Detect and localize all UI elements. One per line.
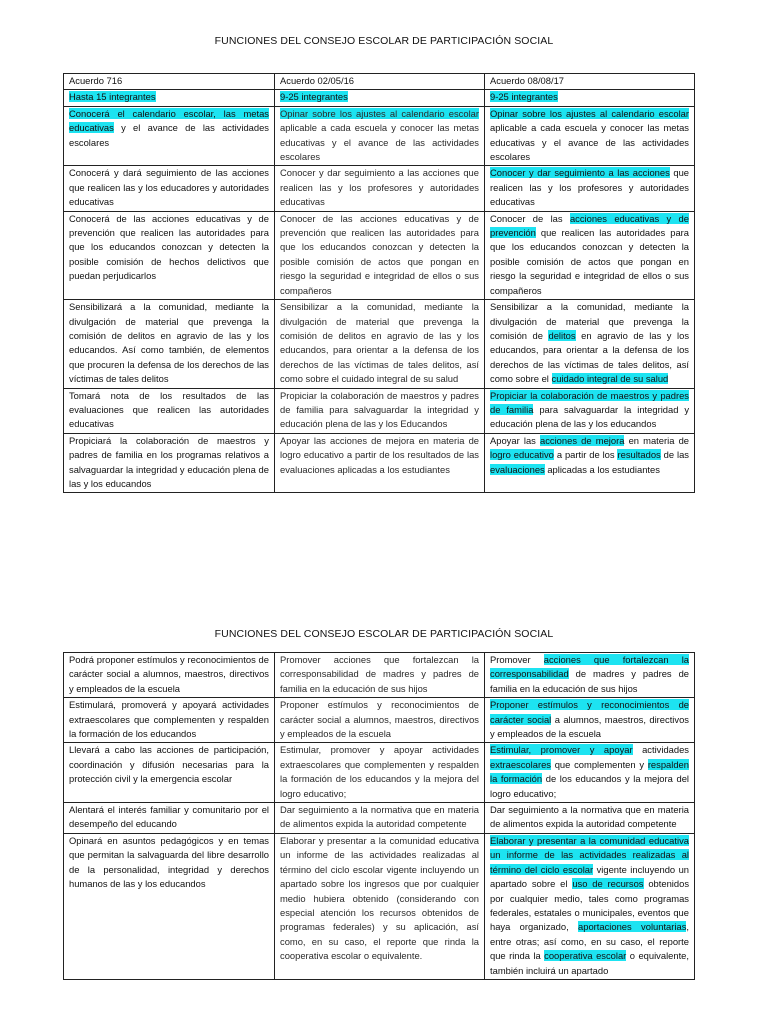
table-cell [275, 166, 485, 211]
cell-text: actividades [632, 744, 689, 756]
table-row [64, 698, 695, 743]
cell-text: , entre otras; así como, en su caso, el reporte que rinda la [490, 921, 689, 962]
cell-text: vigente incluyendo un apartado sobre el [490, 863, 690, 890]
table-cell [64, 833, 275, 979]
members-value: 9-25 integrantes [280, 91, 348, 103]
table-row [64, 300, 695, 388]
table-cell [275, 300, 485, 388]
table-cell [485, 300, 695, 388]
cell-text: de madres y padres de familia en la educación de sus hijos [490, 668, 689, 694]
highlighted-text: cooperativa escolar [544, 950, 627, 962]
cell-text: Podrá proponer estímulos y reconocimientos de carácter social a alumnos, maestros, directivos y empleados de la escuela [69, 654, 269, 694]
header-cell-acuerdo-716: Acuerdo 716 [64, 74, 275, 90]
highlighted-text: Opinar sobre los ajustes al calendario escolar [490, 107, 689, 119]
cell-text: que complementen y [550, 758, 648, 770]
highlighted-text: extraescolares [490, 758, 551, 770]
cell-text: Alentará el interés familiar y comunitario por el desempeño del educando [69, 804, 269, 830]
table-cell [485, 653, 695, 698]
table-row [64, 211, 695, 299]
members-row [64, 90, 695, 106]
page-title: FUNCIONES DEL CONSEJO ESCOLAR DE PARTICIPACIÓN SOCIAL [214, 628, 554, 640]
table-cell [275, 743, 485, 803]
table-cell [275, 388, 485, 433]
table-cell [64, 106, 275, 166]
highlighted-text: respalden la formación [490, 758, 689, 785]
cell-text: a partir de los [553, 449, 618, 461]
highlighted-text: Opinar sobre los ajustes al calendario escolar [280, 107, 479, 119]
cell-text: Elaborar y presentar a la comunidad educativa un informe de las actividades realizadas al término del ciclo escolar vigente incluyendo un apartado sobre los ingresos que por cualquier medio hubiera obtenido (considerando con especial atención los recursos obtenidos de programas federales) y su aplicación, así como, en su caso, el reporte que rinda la cooperativa escolar o equivalente. [280, 834, 479, 962]
table-cell [275, 653, 485, 698]
cell-text: en materia de [624, 434, 690, 446]
cell-text: Sensibilizar a la comunidad, mediante la divulgación de material que prevenga la comisión de [490, 301, 689, 341]
cell-text: Promover [490, 654, 544, 665]
table-cell [485, 106, 695, 166]
cell-text: para salvaguardar la integridad y educación plena de las y los educandos [490, 403, 690, 430]
function-rows [64, 653, 695, 980]
highlighted-text: Estimular, promover y apoyar [490, 744, 633, 756]
table-cell [275, 698, 485, 743]
highlighted-text: acciones educativas y de prevención [490, 212, 689, 239]
comparison-table [63, 652, 695, 980]
cell-text: Conocer de las acciones educativas y de prevención que realicen las autoridades para que los educandos conozcan y detecten la posible comisión de actos que pongan en riesgo la seguridad e integridad de ellos o sus compañeros [280, 212, 479, 296]
cell-text: que realicen las y los profesores y autoridades educativas [490, 167, 689, 208]
highlighted-text: delitos [548, 329, 576, 341]
cell-text: Conocerá de las acciones educativas y de prevención que realicen las autoridades para que los educandos conozcan y detecten la posible comisión de hechos delictivos que puedan perjudicarlos [69, 212, 269, 282]
table-cell [485, 166, 695, 211]
cell-text: de los educandos y la mejora del logro educativo; [490, 773, 689, 799]
members-cell [485, 90, 695, 106]
cell-text: y el avance de las actividades escolares [69, 122, 269, 148]
table-cell [64, 388, 275, 433]
table-cell [275, 211, 485, 299]
members-value: Hasta 15 integrantes [69, 91, 156, 103]
table-cell [275, 433, 485, 493]
cell-text: aplicable a cada escuela y conocer las metas educativas y el avance de las actividades escolares [490, 122, 689, 163]
table-row [64, 433, 695, 493]
cell-text: Apoyar las [490, 434, 541, 446]
table-header-row [64, 74, 695, 90]
cell-text: aplicadas a los estudiantes [544, 463, 660, 475]
cell-text: en agravio de las y los educandos, para orientar a la defensa de los derechos de las víctimas de tales delitos, así como sobre el [490, 329, 690, 385]
table-cell [485, 211, 695, 299]
table-row [64, 743, 695, 803]
table-cell [485, 388, 695, 433]
table-cell [485, 698, 695, 743]
highlighted-text: aportaciones voluntarias [578, 921, 687, 933]
table-row [64, 833, 695, 979]
table-row [64, 803, 695, 834]
cell-text: Apoyar las acciones de mejora en materia de logro educativo a partir de los resultados de las evaluaciones aplicadas a los estudiantes [280, 434, 479, 475]
highlighted-text: logro educativo [490, 449, 554, 461]
cell-text: Conocerá y dará seguimiento de las acciones que realicen las y los educadores y autoridades educativas [69, 167, 269, 208]
highlighted-text: resultados [617, 449, 661, 461]
highlighted-text: Elaborar y presentar a la comunidad educativa un informe de las actividades realizadas al término del ciclo escolar [490, 834, 689, 875]
highlighted-text: Propiciar la colaboración de maestros y padres de familia [490, 389, 689, 415]
cell-text: Tomará nota de los resultados de las evaluaciones que realicen las autoridades educativas [69, 389, 269, 430]
function-rows [64, 106, 695, 493]
table-cell [275, 833, 485, 979]
cell-text: Llevará a cabo las acciones de participación, coordinación y difusión necesarias para la protección civil y la emergencia escolar [69, 744, 269, 785]
header-cell-acuerdo-020516: Acuerdo 02/05/16 [275, 74, 485, 90]
cell-text: Conocer de las [490, 212, 570, 224]
cell-text: Sensibilizar a la comunidad, mediante la divulgación de material que prevenga la comisión de delitos en agravio de las y los educandos, para orientar a la defensa de los derechos de las víctimas de tales delitos, así como sobre el cuidado integral de su salud [280, 301, 479, 385]
members-cell [64, 90, 275, 106]
cell-text: a alumnos, maestros, directivos y empleados de la escuela [490, 713, 689, 740]
table-row [64, 653, 695, 698]
table-cell [64, 743, 275, 803]
highlighted-text: cuidado integral de su salud [551, 373, 669, 385]
cell-text: Estimular, promover y apoyar actividades extraescolares que complementen y respalden la formación de los educandos y la mejora del logro educativo; [280, 744, 479, 799]
table-cell [64, 653, 275, 698]
highlighted-text: evaluaciones [490, 463, 545, 475]
cell-text: aplicable a cada escuela y conocer las metas educativas y el avance de las actividades escolares [280, 122, 479, 163]
table-cell [485, 743, 695, 803]
cell-text: Proponer estímulos y reconocimientos de carácter social a alumnos, maestros, directivos y empleados de la escuela [280, 699, 479, 740]
table-cell [64, 166, 275, 211]
cell-text: o equivalente, también incluirá un apartado [490, 950, 689, 976]
cell-text: Promover acciones que fortalezcan la corresponsabilidad de madres y padres de familia en la educación de sus hijos [280, 654, 479, 694]
cell-text: obtenidos por cualquier medio, tales como programas federales, estatales o municipales, eventos que haya organizado, [490, 878, 690, 933]
cell-text: Propiciar la colaboración de maestros y padres de familia para salvaguardar la integridad y educación plena de las y los Educandos [280, 389, 479, 430]
table-cell [275, 106, 485, 166]
table-row [64, 166, 695, 211]
table-row [64, 388, 695, 433]
cell-text: que realicen las autoridades para que los educandos conozcan y detecten la posible comisión de actos que pongan en riesgo la seguridad e integridad de ellos o sus compañeros [490, 227, 689, 296]
table-cell [485, 833, 695, 979]
members-cell [275, 90, 485, 106]
cell-text: Dar seguimiento a la normativa que en materia de alimentos expida la autoridad competente [280, 804, 479, 830]
cell-text: Opinará en asuntos pedagógicos y en temas que permitan la salvaguarda del libre desarrollo de la personalidad, integridad y derechos humanos de las y los educandos [69, 834, 269, 890]
table-cell [64, 803, 275, 834]
header-cell-acuerdo-080817: Acuerdo 08/08/17 [485, 74, 695, 90]
cell-text: Dar seguimiento a la normativa que en materia de alimentos expida la autoridad competente [490, 804, 689, 830]
cell-text: Sensibilizará a la comunidad, mediante la divulgación de material que prevenga la comisión de delitos en agravio de las y los educandos. Así como también, de elementos que procuren la defensa de los derechos de las víctimas de tales delitos [69, 301, 269, 385]
cell-text: Conocer y dar seguimiento a las acciones que realicen las y los profesores y autoridades educativas [280, 167, 479, 208]
table-cell [64, 211, 275, 299]
cell-text: de las [660, 449, 689, 461]
page-title: FUNCIONES DEL CONSEJO ESCOLAR DE PARTICIPACIÓN SOCIAL [214, 35, 554, 47]
highlighted-text: Conocerá el calendario escolar, las metas educativas [69, 107, 269, 134]
cell-text: Estimulará, promoverá y apoyará actividades extraescolares que complementen y respalden la formación de los educandos [69, 699, 269, 740]
highlighted-text: acciones que fortalezcan la corresponsabilidad [490, 654, 689, 680]
cell-text: Propiciará la colaboración de maestros y padres de familia en los programas relativos a salvaguardar la integridad y educación plena de las y los educandos [69, 434, 269, 489]
table-cell [485, 803, 695, 834]
comparison-table [63, 73, 695, 493]
table-cell [275, 803, 485, 834]
highlighted-text: Proponer estímulos y reconocimientos de carácter social [490, 699, 689, 725]
table-cell [485, 433, 695, 493]
table-cell [64, 698, 275, 743]
highlighted-text: uso de recursos [572, 878, 644, 890]
members-value: 9-25 integrantes [490, 91, 558, 103]
table-cell [64, 300, 275, 388]
highlighted-text: Conocer y dar seguimiento a las acciones [490, 167, 670, 179]
table-cell [64, 433, 275, 493]
table-row [64, 106, 695, 166]
highlighted-text: acciones de mejora [540, 434, 625, 446]
